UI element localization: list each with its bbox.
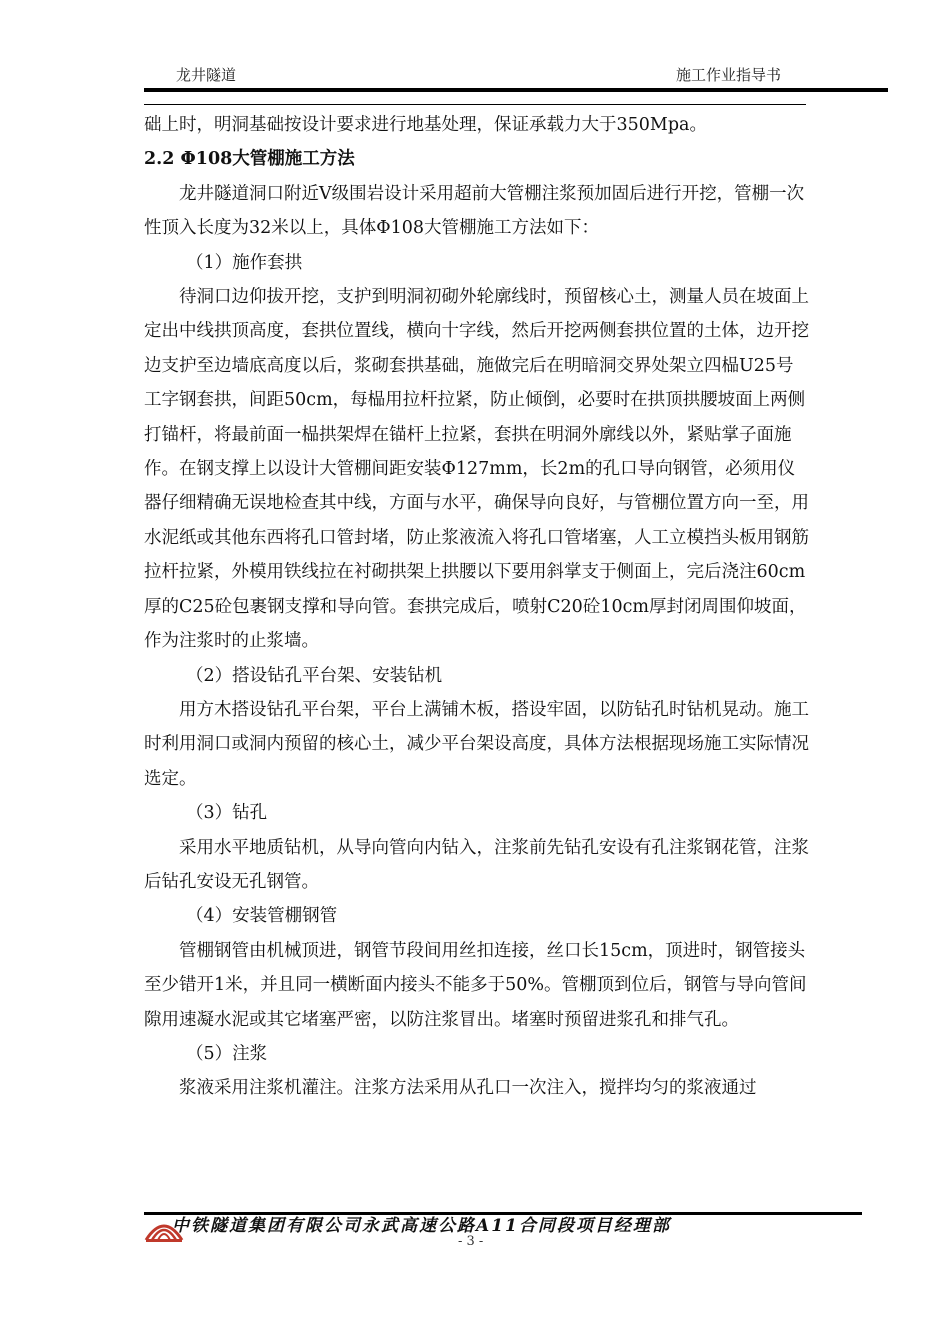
subsection-5-text: 浆液采用注浆机灌注。注浆方法采用从孔口一次注入，搅拌均匀的浆液通过	[179, 1078, 757, 1099]
footer-company-name: 中铁隧道集团有限公司永武高速公路A11合同段项目经理部	[172, 1216, 671, 1236]
page-number: - 3 -	[458, 1234, 484, 1249]
header-left: 龙井隧道	[176, 66, 237, 84]
subsection-4-title: （4）安装管棚钢管	[186, 906, 338, 927]
section-heading: 2.2 Φ108大管棚施工方法	[144, 149, 355, 170]
subsection-2-text: 用方木搭设钻孔平台架，平台上满铺木板，搭设牢固，以防钻孔时钻机晃动。施工时利用洞口或洞内预留的核心土，减少平台架设高度，具体方法根据现场施工实际情况选定。	[144, 699, 809, 789]
header-right: 施工作业指导书	[676, 66, 782, 84]
subsection-3-text: 采用水平地质钻机，从导向管向内钻入，注浆前先钻孔安设有孔注浆钢花管，注浆后钻孔安设无孔钢管。	[144, 837, 809, 892]
subsection-1-title: （1）施作套拱	[186, 252, 303, 273]
subsection-1-text: 待洞口边仰拔开挖，支护到明洞初砌外轮廓线时，预留核心土，测量人员在坡面上定出中线拱顶高度，套拱位置线，横向十字线，然后开挖两侧套拱位置的土体，边开挖边支护至边墙底高度以后，浆砌套拱基础，施做完后在明暗洞交界处架立四榀U25号工字钢套拱，间距50cm，每榀用拉杆拉紧，防止倾倒，必要时在拱顶拱腰坡面上两侧打锚杆，将最前面一榀拱架焊在锚杆上拉紧，套拱在明洞外廓线以外，紧贴掌子面施作。在钢支撑上以设计大管棚间距安装Φ127mm，长2m的孔口导向钢管，必须用仪器仔细精确无误地检查其中线，方面与水平，确保导向良好，与管棚位置方向一至，用水泥纸或其他东西将孔口管封堵，防止浆液流入将孔口管堵塞，人工立模挡头板用钢筋拉杆拉紧，外模用铁线拉在衬砌拱架上拱腰以下要用斜掌支于侧面上，完后浇注60cm厚的C25砼包裹钢支撑和导向管。套拱完成后，喷射C20砼10cm厚封闭周围仰坡面，作为注浆时的止浆墙。	[144, 287, 809, 652]
subsection-5-title: （5）注浆	[186, 1043, 268, 1064]
body-text	[144, 108, 810, 1106]
paragraph-continued: 础上时，明洞基础按设计要求进行地基处理，保证承载力大于350Mpa。	[144, 115, 707, 135]
subsection-4-text: 管棚钢管由机械顶进，钢管节段间用丝扣连接，丝口长15cm，顶进时，钢管接头至少错开1米，并且同一横断面内接头不能多于50%。管棚顶到位后，钢管与导向管间隙用速凝水泥或其它堵塞严密，以防注浆冒出。堵塞时预留进浆孔和排气孔。	[144, 940, 807, 1030]
subsection-3-title: （3）钻孔	[186, 803, 268, 824]
header-rule	[144, 88, 888, 92]
subsection-2-title: （2）搭设钻孔平台架、安装钻机	[186, 665, 443, 686]
header-rule-thin	[144, 104, 806, 105]
paragraph-intro: 龙井隧道洞口附近Ⅴ级围岩设计采用超前大管棚注浆预加固后进行开挖，管棚一次性顶入长度为32米以上，具体Φ108大管棚施工方法如下：	[144, 183, 805, 239]
